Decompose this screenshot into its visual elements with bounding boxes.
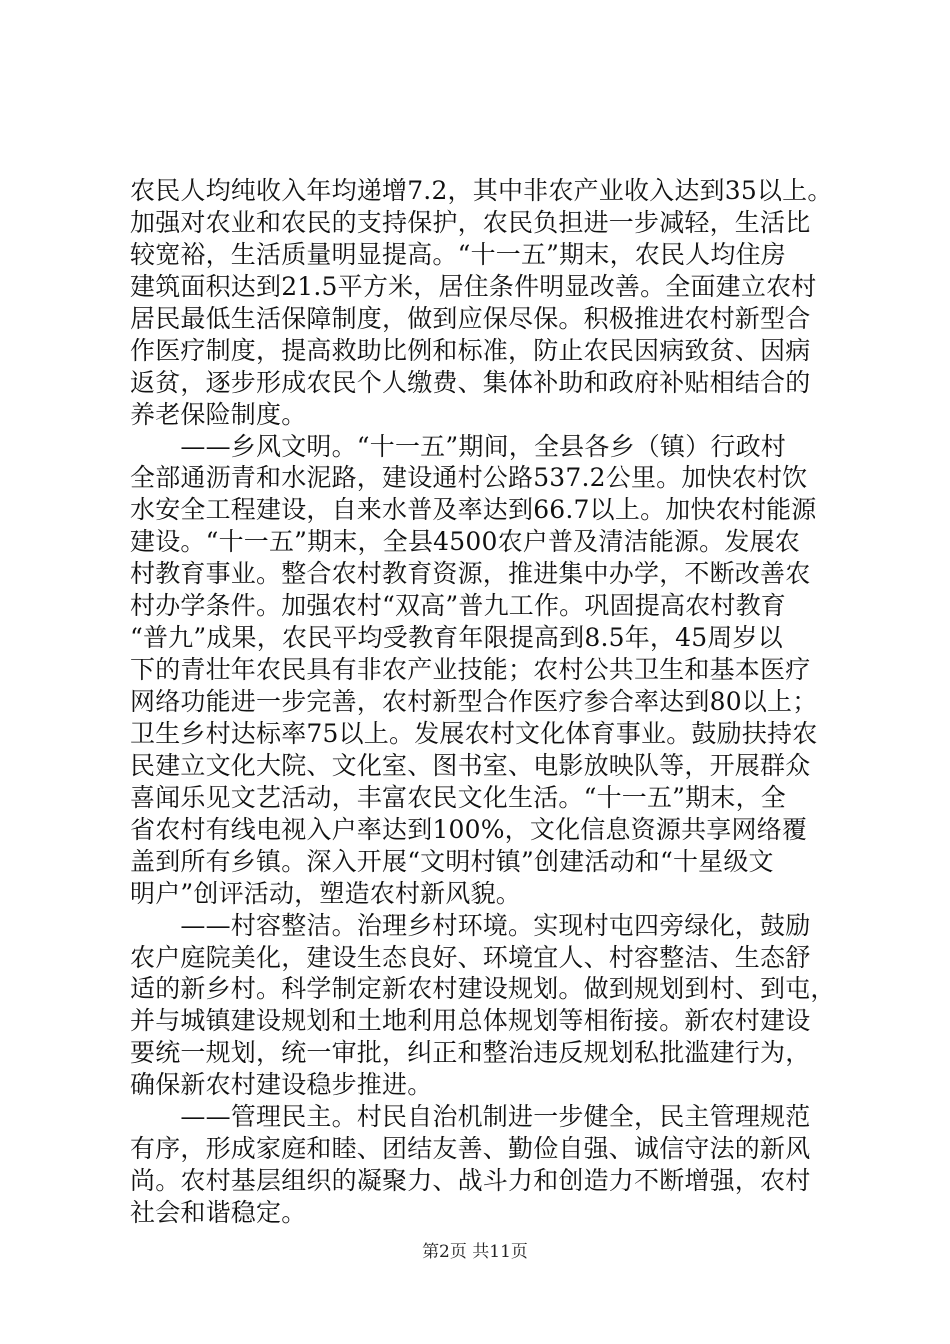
- text-line: 加强对农业和农民的支持保护，农民负担进一步减轻，生活比: [130, 207, 811, 237]
- text-line: 全部通沥青和水泥路，建设通村公路537.2公里。加快农村饮: [130, 463, 808, 493]
- text-line: 尚。农村基层组织的凝聚力、战斗力和创造力不断增强，农村: [130, 1166, 811, 1196]
- text-line: 适的新乡村。科学制定新农村建设规划。做到规划到村、到屯，: [130, 974, 836, 1004]
- text-line: ——管理民主。村民自治机制进一步健全，民主管理规范: [130, 1102, 811, 1132]
- text-line: 养老保险制度。: [130, 399, 307, 429]
- text-line: 喜闻乐见文艺活动，丰富农民文化生活。“十一五”期末，全: [130, 782, 786, 812]
- text-line: 作医疗制度，提高救助比例和标准，防止农民因病致贫、因病: [130, 335, 811, 365]
- document-body: [130, 175, 850, 1229]
- text-line: 民建立文化大院、文化室、图书室、电影放映队等，开展群众: [130, 750, 811, 780]
- text-line: 社会和谐稳定。: [130, 1198, 307, 1227]
- text-line: 居民最低生活保障制度，做到应保尽保。积极推进农村新型合: [130, 303, 811, 333]
- text-line: 下的青壮年农民具有非农产业技能；农村公共卫生和基本医疗: [130, 655, 811, 685]
- text-line: 较宽裕，生活质量明显提高。“十一五”期末，农民人均住房: [130, 239, 786, 269]
- text-line: 有序，形成家庭和睦、团结友善、勤俭自强、诚信守法的新风: [130, 1134, 811, 1164]
- text-line: 农民人均纯收入年均递增7.2，其中非农产业收入达到35以上。: [130, 176, 833, 205]
- text-line: 建筑面积达到21.5平方米，居住条件明显改善。全面建立农村: [130, 271, 817, 301]
- text-line: ——乡风文明。“十一五”期间，全县各乡（镇）行政村: [130, 431, 786, 461]
- text-line: 网络功能进一步完善，农村新型合作医疗参合率达到80以上；: [130, 687, 818, 716]
- text-line: 并与城镇建设规划和土地利用总体规划等相衔接。新农村建设: [130, 1006, 811, 1036]
- page-footer: 第2页 共11页: [422, 1242, 528, 1262]
- text-line: 村教育事业。整合农村教育资源，推进集中办学，不断改善农: [130, 559, 811, 589]
- text-line: 省农村有线电视入户率达到100%，文化信息资源共享网络覆: [130, 814, 808, 844]
- text-line: 要统一规划，统一审批，纠正和整治违反规划私批滥建行为，: [130, 1038, 811, 1068]
- text-line: 盖到所有乡镇。深入开展“文明村镇”创建活动和“十星级文: [130, 846, 774, 876]
- text-line: 水安全工程建设，自来水普及率达到66.7以上。加快农村能源: [130, 495, 817, 525]
- text-line: 明户”创评活动，塑造农村新风貌。: [130, 878, 521, 908]
- text-line: ——村容整洁。治理乡村环境。实现村屯四旁绿化，鼓励: [130, 910, 811, 940]
- text-line: “普九”成果，农民平均受教育年限提高到8.5年，45周岁以: [130, 623, 783, 653]
- text-line: 村办学条件。加强农村“双高”普九工作。巩固提高农村教育: [130, 591, 786, 621]
- text-line: 卫生乡村达标率75以上。发展农村文化体育事业。鼓励扶持农: [130, 718, 818, 748]
- text-line: 确保新农村建设稳步推进。: [130, 1070, 433, 1100]
- text-line: 农户庭院美化，建设生态良好、环境宜人、村容整洁、生态舒: [130, 942, 811, 972]
- text-line: 返贫，逐步形成农民个人缴费、集体补助和政府补贴相结合的: [130, 367, 811, 397]
- text-line: 建设。“十一五”期末，全县4500农户普及清洁能源。发展农: [130, 527, 800, 557]
